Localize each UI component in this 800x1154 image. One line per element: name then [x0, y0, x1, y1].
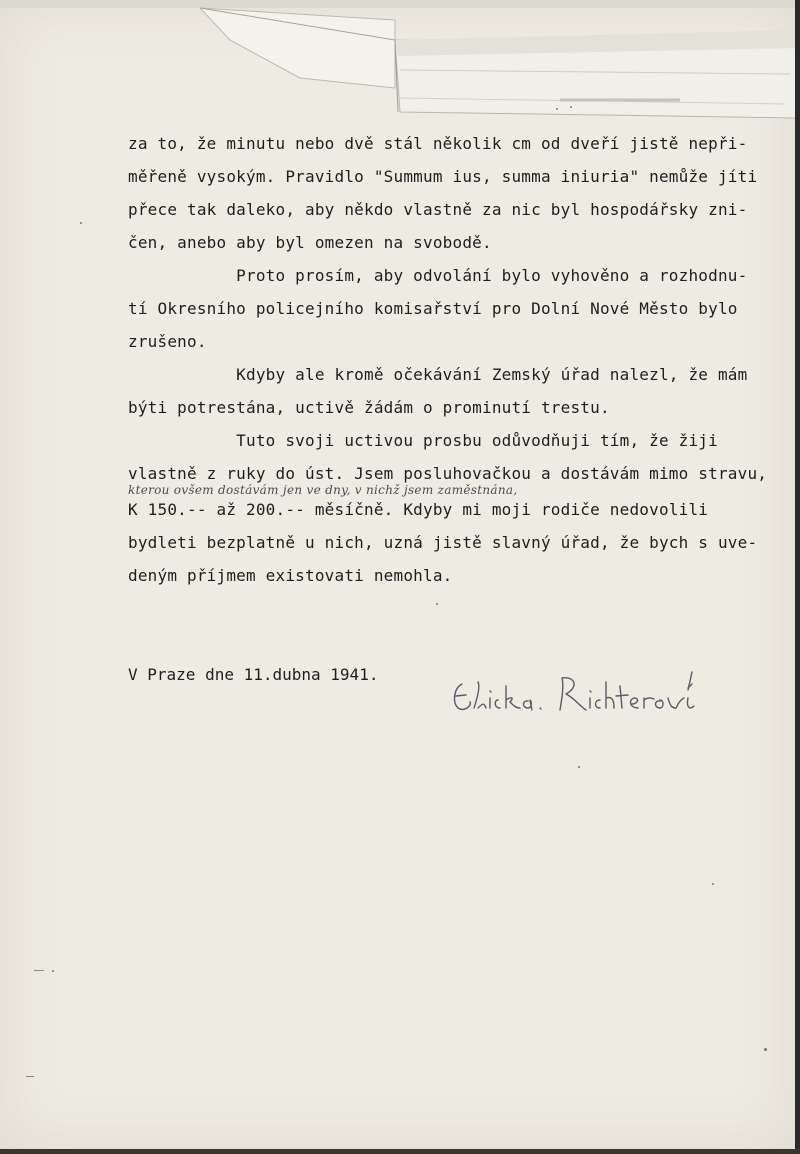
- text-line: Tuto svoji uctivou prosbu odůvodňuji tím, že žiji: [128, 431, 718, 450]
- text-line: deným příjmem existovati nemohla.: [128, 566, 453, 585]
- pencil-mark: [26, 1076, 34, 1077]
- paper-speck: [80, 222, 82, 224]
- date-line: V Praze dne 11.dubna 1941.: [128, 665, 379, 684]
- text-line: vlastně z ruky do úst. Jsem posluhovačkou a dostávám mimo stravu,: [128, 464, 768, 483]
- text-line: za to, že minutu nebo dvě stál několik cm od dveří jistě nepři-: [128, 134, 748, 153]
- text-line: tí Okresního policejního komisařství pro Dolní Nové Město bylo: [128, 299, 738, 318]
- paper-speck: [578, 766, 580, 768]
- handwritten-insertion: kterou ovšem dostávám jen ve dny, v nichž jsem zaměstnána,: [128, 483, 518, 497]
- paper-speck: [712, 883, 714, 885]
- text-line: čen, anebo aby byl omezen na svobodě.: [128, 233, 492, 252]
- paper-speck: [436, 603, 438, 605]
- text-line: býti potrestána, uctivě žádám o prominutí trestu.: [128, 398, 610, 417]
- paper-speck: [764, 1048, 767, 1051]
- scan-border-right: [795, 0, 800, 1154]
- pencil-mark: [34, 970, 44, 971]
- text-line: zrušeno.: [128, 332, 207, 351]
- folded-paper-top: [0, 0, 796, 130]
- text-line: bydleti bezplatně u nich, uzná jistě slavný úřad, že bych s uve-: [128, 533, 758, 552]
- text-line: Kdyby ale kromě očekávání Zemský úřad nalezl, že mám: [128, 365, 748, 384]
- paper-speck: [556, 108, 558, 110]
- handwritten-signature: [448, 668, 708, 728]
- text-line: K 150.-- až 200.-- měsíčně. Kdyby mi moji rodiče nedovolili: [128, 500, 709, 519]
- text-line: Proto prosím, aby odvolání bylo vyhověno a rozhodnu-: [128, 266, 748, 285]
- text-line: měřeně vysokým. Pravidlo "Summum ius, summa iniuria" nemůže jíti: [128, 167, 758, 186]
- text-line: přece tak daleko, aby někdo vlastně za nic byl hospodářsky zni-: [128, 200, 748, 219]
- scan-border-bottom: [0, 1149, 800, 1154]
- paper-speck: [52, 970, 54, 972]
- paper-speck: [570, 106, 572, 108]
